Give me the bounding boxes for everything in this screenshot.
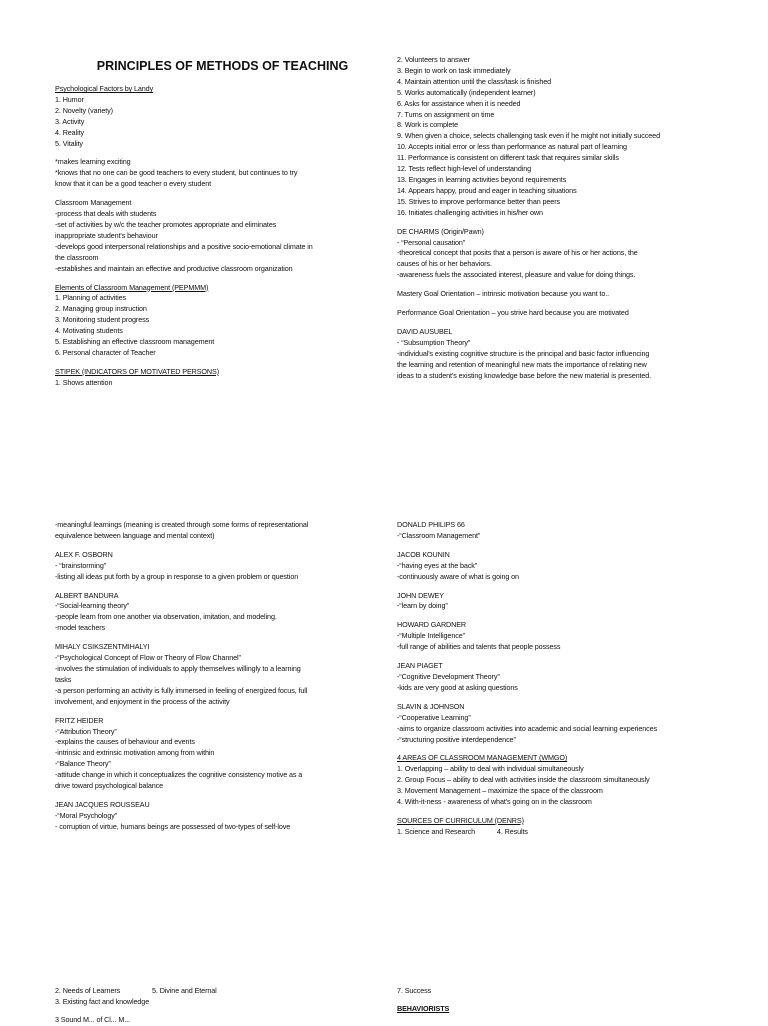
text-line: -“Multiple Intelligence” [397,631,465,641]
text-line: -“Cooperative Learning” [397,712,471,722]
list-item: 9. When given a choice, selects challenging task even if he might not initially succeed [397,131,660,141]
text-line: -intrinsic and extrinsic motivation among from within [55,748,215,758]
list-row [55,986,390,997]
text-line: -listing all ideas put forth by a group in response to a given problem or question [55,571,299,581]
text-line: causes of his or her behaviors. [397,259,492,269]
list-item: 3. Monitoring student progress [55,315,150,325]
decharms-heading: DE CHARMS (Origin/Pawn) [397,226,484,236]
text-line: -people learn from one another via observation, imitation, and modeling. [55,612,277,622]
page-2-right-column [397,520,737,838]
stipek-heading: STIPEK (INDICATORS OF MOTIVATED PERSONS) [55,366,219,376]
text-line: -explains the causes of behaviour and events [55,737,195,747]
text-line: -individual's existing cognitive structure is the principal and basic factor influencing [397,348,650,358]
list-item: 1. Overlapping – ability to deal with individual simultaneously [397,764,584,774]
text-line: -establishes and maintain an effective and productive classroom organization [55,263,293,273]
list-item: 13. Engages in learning activities beyond requirements [397,174,567,184]
text-line: inappropriate student's behaviour [55,230,158,240]
page-2-left-column [55,520,390,833]
rousseau-heading: JEAN JACQUES ROUSSEAU [55,799,150,809]
elements-heading: Elements of Classroom Management (PEPMMM) [55,282,209,292]
sources-heading: SOURCES OF CURRICULUM (DENRS) [397,815,524,825]
list-item: 2. Volunteers to answer [397,55,470,64]
list-item: 4. Results [496,826,528,836]
text-line: -aims to organize classroom activities into academic and social learning experiences [397,723,658,733]
text-line: -process that deals with students [55,209,157,219]
list-item: 4. Reality [55,127,84,137]
list-item: 16. Initiates challenging activities in his/her own [397,207,543,217]
piaget-heading: JEAN PIAGET [397,661,443,671]
list-item: 7. Success [397,986,432,995]
list-item: 6. Asks for assistance when it is needed [397,98,521,108]
text-line: - corruption of virtue, humans beings are possessed of two-types of self-love [55,821,291,831]
list-item: 8. Work is complete [397,120,459,130]
behaviorists-heading: BEHAVIORISTS [397,1003,450,1013]
list-item: 11. Performance is consistent on different task that requires similar skills [397,153,619,163]
list-item: 1. Shows attention [55,377,113,387]
list-item: 5. Establishing an effective classroom management [55,337,215,347]
text-line: -“structuring positive interdependence” [397,734,516,744]
page-3-left-column [55,986,390,1026]
page-3-right-column [397,986,737,1015]
list-item: 12. Tests reflect high-level of understanding [397,164,532,174]
list-item: 4. Motivating students [55,326,123,336]
list-item: 15. Strives to improve performance better than peers [397,196,560,206]
osborn-heading: ALEX F. OSBORN [55,549,113,559]
psych-factors-heading: Psychological Factors by Landy [55,84,154,93]
text-line: - “Personal causation” [397,237,466,247]
list-item: 1. Planning of activities [55,293,127,303]
list-item: 2. Novelty (variety) [55,105,113,115]
page-3 [0,982,768,1024]
note-line: know that it can be a good teacher o every student [55,179,212,189]
bandura-heading: ALBERT BANDURA [55,590,119,600]
list-item: 4. Maintain attention until the class/task is finished [397,76,552,86]
note-line: *makes learning exciting [55,157,131,167]
text-line: the learning and retention of meaningful new mats the importance of relating new [397,359,647,369]
list-item: 3. Begin to work on task immediately [397,65,511,75]
page-title: PRINCIPLES OF METHODS OF TEACHING [96,59,349,73]
classroom-management-heading: Classroom Management [55,198,132,208]
text-line: -“Classroom Management” [397,530,481,540]
list-item: 1. Humor [55,94,84,104]
list-item: 2. Managing group instruction [55,304,147,314]
list-item: 7. Turns on assignment on time [397,109,495,119]
page-1-left-column [55,58,390,389]
list-item: 5. Divine and Eternal [152,986,217,995]
list-item: 1. Science and Research [397,826,476,836]
text-line: -meaningful learnings (meaning is created through some forms of representational [55,520,309,529]
dewey-heading: JOHN DEWEY [397,590,444,600]
list-item: 5. Works automatically (independent learner) [397,87,536,97]
ausubel-heading: DAVID AUSUBEL [397,326,453,336]
list-item: 5. Vitality [55,138,83,148]
text-line: -awareness fuels the associated interest, pleasure and value for doing things. [397,270,636,280]
list-item: 3. Movement Management – maximize the space of the classroom [397,786,603,796]
list-item: 6. Personal character of Teacher [55,347,156,357]
text-line: -continuously aware of what is going on [397,571,519,581]
text-line: -a person performing an activity is fully immersed in feeling of energized focus, full [55,685,308,695]
text-line: -“Moral Psychology” [55,810,118,820]
text-line: -“Attribution Theory” [55,726,117,736]
kounin-heading: JACOB KOUNIN [397,549,450,559]
text-line: - “Subsumption Theory” [397,337,471,347]
text-line: -“Cognitive Development Theory” [397,671,500,681]
list-item: 14. Appears happy, proud and eager in teaching situations [397,185,577,195]
list-item: 10. Accepts initial error or less than performance as natural part of learning [397,142,627,152]
heider-heading: FRITZ HEIDER [55,715,104,725]
list-item: 3. Existing fact and knowledge [55,996,150,1006]
page-2 [0,510,768,980]
wmgo-heading: 4 AREAS OF CLASSROOM MANAGEMENT (WMGO) [397,753,568,763]
text-line: -full range of abilities and talents that people possess [397,642,561,652]
text-line: equivalence between language and mental context) [55,530,215,540]
text-line: the classroom [55,252,99,262]
note-line: *knows that no one can be good teachers to every student, but continues to try [55,168,298,178]
text-line: -develops good interpersonal relationships and a positive socio-emotional climate in [55,241,313,251]
slavin-johnson-heading: SLAVIN & JOHNSON [397,701,465,711]
page-1 [0,0,768,500]
text-line: -kids are very good at asking questions [397,682,518,692]
list-item: 2. Needs of Learners [55,986,121,995]
text-line: -“Psychological Concept of Flow or Theory of Flow Channel” [55,653,241,663]
list-item: 3 Sound M... of Cl... M... [55,1014,130,1024]
text-line: -theoretical concept that posits that a person is aware of his or her actions, the [397,248,638,258]
philips-heading: DONALD PHILIPS 66 [397,520,465,529]
page-1-right-column [397,55,737,381]
text-line: -“having eyes at the back” [397,560,478,570]
sources-row [397,827,737,838]
text-line: involvement, and enjoyment in the process of the activity [55,696,230,706]
gardner-heading: HOWARD GARDNER [397,620,467,630]
text-line: -“learn by doing” [397,601,448,611]
text-line: - “brainstorming” [55,560,107,570]
text-line: -“Social-learning theory” [55,601,130,611]
text-line: tasks [55,674,72,684]
csikszentmihalyi-heading: MIHALY CSIKSZENTMIHALYI [55,642,150,652]
text-line: -model teachers [55,623,106,633]
text-line: -attitude change in which it conceptualizes the cognitive consistency motive as a [55,770,303,780]
list-item: 4. With-it-ness - awareness of what's going on in the classroom [397,797,592,807]
text-line: -set of activities by w/c the teacher promotes appropriate and eliminates [55,219,277,229]
mastery-goal-text: Mastery Goal Orientation – intrinsic motivation because you want to.. [397,289,610,299]
text-line: -“Balance Theory” [55,759,111,769]
performance-goal-text: Performance Goal Orientation – you strive hard because you are motivated [397,308,629,318]
text-line: -involves the stimulation of individuals to apply themselves willingly to a learning [55,663,301,673]
list-item: 3. Activity [55,116,85,126]
text-line: drive toward psychological balance [55,781,164,791]
text-line: ideas to a student's existing knowledge base before the new material is presented. [397,370,652,380]
list-item: 2. Group Focus – ability to deal with activities inside the classroom simultaneously [397,775,650,785]
